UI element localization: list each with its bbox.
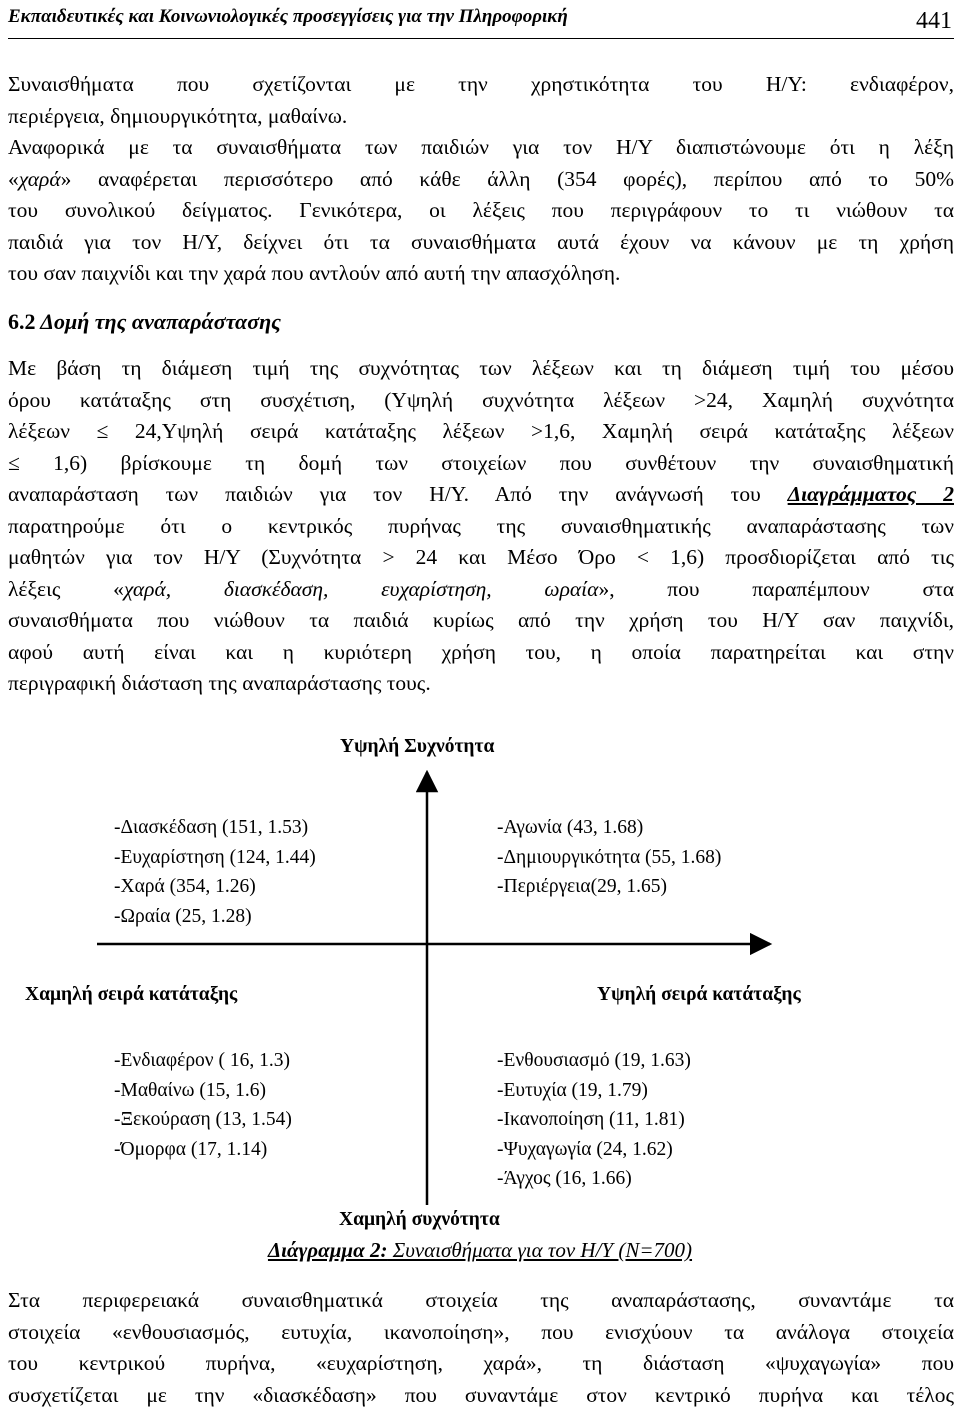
list-item: -Αγωνία (43, 1.68) (497, 817, 644, 838)
text-line: μαθητών για τον Η/Υ (Συχνότητα > 24 και Μέσο Όρο < 1,6) προσδιορίζεται από τις (8, 545, 954, 569)
figure-caption (0, 1238, 960, 1263)
text-line: συναισθήματα που νιώθουν τα παιδιά κυρίως από την χρήση του Η/Υ σαν παιχνίδι, (8, 608, 954, 632)
journal-title: Εκπαιδευτικές και Κοινωνιολογικές προσεγγίσεις για την Πληροφορική (8, 6, 568, 27)
list-item: -Περιέργεια(29, 1.65) (497, 876, 667, 897)
axis-label-left: Χαμηλή σειρά κατάταξης (25, 984, 238, 1005)
section-title-text: Δομή της αναπαράστασης (40, 309, 281, 334)
axis-label-right: Υψηλή σειρά κατάταξης (597, 984, 801, 1005)
list-item: -Ξεκούραση (13, 1.54) (114, 1109, 292, 1130)
line-rest: », που παραπέμπουν στα (598, 576, 954, 601)
line-start: λέξεις « (8, 576, 124, 601)
text-line: του κεντρικού πυρήνα, «ευχαρίστηση, χαρά», τη διάσταση «ψυχαγωγία» που (8, 1351, 954, 1375)
text-line: του σαν παιχνίδι και την χαρά που αντλούν από αυτή την απασχόληση. (8, 261, 621, 285)
list-item: -Ενθουσιασμό (19, 1.63) (497, 1050, 691, 1071)
text-line: Στα περιφερειακά συναισθηματικά στοιχεία της αναπαράστασης, συναντάμε τα (8, 1288, 954, 1312)
list-item: -Όμορφα (17, 1.14) (114, 1138, 268, 1160)
text-line: Αναφορικά με τα συναισθήματα των παιδιών για τον Η/Υ διαπιστώνουμε ότι η λέξη (8, 135, 954, 159)
list-item: -Ευτυχία (19, 1.79) (497, 1079, 648, 1101)
list-item: -Χαρά (354, 1.26) (114, 876, 256, 897)
axis-label-bottom: Χαμηλή συχνότητα (339, 1209, 500, 1230)
quadrant-bottom-right (497, 1046, 691, 1194)
caption-label: Διάγραμμα 2: (267, 1238, 388, 1262)
list-item: -Ψυχαγωγία (24, 1.62) (497, 1138, 673, 1160)
quadrant-top-right (497, 813, 721, 902)
list-item: -Ικανοποίηση (11, 1.81) (497, 1109, 685, 1130)
list-item: -Διασκέδαση (151, 1.53) (114, 817, 309, 838)
list-item: -Ευχαρίστηση (124, 1.44) (114, 846, 316, 868)
paragraph-periphery (8, 1285, 954, 1411)
diagram-reference: Διαγράμματος 2 (787, 482, 954, 506)
axis-label-top: Υψηλή Συχνότητα (340, 736, 495, 757)
text-line: παιδιά για τον Η/Υ, δείχνει ότι τα συναισθήματα αυτά έχουν να κάνουν με τη χρήση (8, 229, 954, 254)
list-item: -Ωραία (25, 1.28) (114, 905, 252, 927)
page-number: 441 (916, 8, 952, 34)
text-line: στοιχεία «ενθουσιασμός, ευτυχία, ικανοποίηση», που ενισχύουν τα ανάλογα στοιχεία (8, 1319, 954, 1344)
quote-open: « (8, 166, 19, 191)
emphasis-word: χαρά (18, 166, 61, 191)
text-line: λέξεων ≤ 24,Υψηλή σειρά κατάταξης λέξεων >1,6, Χαμηλή σειρά κατάταξης λέξεων (8, 419, 954, 443)
text-line: περιέργεια, δημιουργικότητα, μαθαίνω. (8, 103, 348, 128)
quadrant-bottom-left (114, 1046, 292, 1164)
quadrant-top-left (114, 813, 316, 931)
list-item: -Μαθαίνω (15, 1.6) (114, 1079, 266, 1101)
line-rest: » αναφέρεται περισσότερο από κάθε άλλη (354 φορές), περίπου από το 50% (60, 166, 954, 191)
text-line: περιγραφική διάσταση της αναπαράστασης τους. (8, 671, 431, 695)
text-line: του συνολικού δείγματος. Γενικότερα, οι λέξεις που περιγράφουν το τι νιώθουν τα (8, 198, 954, 222)
section-number: 6.2 (8, 309, 36, 334)
text-line: συσχετίζεται με την «διασκέδαση» που συναντάμε στον κεντρικό πυρήνα και τέλος (8, 1382, 954, 1407)
list-item: -Ενδιαφέρον ( 16, 1.3) (114, 1050, 290, 1071)
text-line: Συναισθήματα που σχετίζονται με την χρηστικότητα του Η/Υ: ενδιαφέρον, (8, 72, 954, 96)
caption-text: Συναισθήματα για τον Η/Υ (Ν=700) (387, 1238, 693, 1262)
emphasis-words: χαρά, διασκέδαση, ευχαρίστηση, ωραία (123, 576, 599, 601)
text-line: όρου κατάταξης στη συσχέτιση, (Υψηλή συχνότητα λέξεων >24, Χαμηλή συχνότητα (8, 387, 954, 412)
line-start: αναπαράσταση των παιδιών για τον Η/Υ. Από την ανάγνωσή του (8, 482, 788, 506)
text-line: παρατηρούμε ότι ο κεντρικός πυρήνας της συναισθηματικής αναπαράστασης των (8, 513, 954, 538)
list-item: -Άγχος (16, 1.66) (497, 1168, 632, 1189)
text-line: Με βάση τη διάμεση τιμή της συχνότητας των λέξεων και τη διάμεση τιμή του μέσου (8, 356, 954, 380)
text-line: αφού αυτή είναι και η κυριότερη χρήση του, η οποία παρατηρείται και στην (8, 639, 954, 664)
list-item: -Δημιουργικότητα (55, 1.68) (497, 846, 722, 868)
text-line: ≤ 1,6) βρίσκουμε τη δομή των στοιχείων που συνθέτουν την συναισθηματική (8, 450, 954, 475)
